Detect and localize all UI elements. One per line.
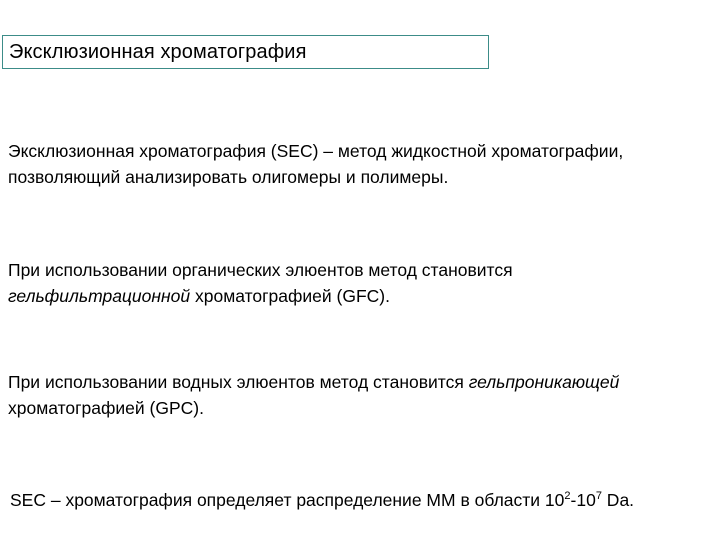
paragraph-text: При использовании водных элюентов метод становится [8, 372, 469, 392]
paragraph-sec-definition [8, 138, 623, 190]
exponent: 7 [595, 490, 602, 502]
exponent: 2 [564, 490, 571, 502]
paragraph-text: хроматографией (GFC). [190, 286, 390, 306]
paragraph-text: Da. [601, 490, 635, 510]
paragraph-line [8, 369, 619, 395]
paragraph-gfc [8, 257, 513, 309]
paragraph-line [8, 283, 513, 309]
paragraph-line: При использовании органических элюентов метод становится [8, 260, 513, 280]
paragraph-mw-range [10, 487, 634, 513]
paragraph-line: Эксклюзионная хроматография (SEC) – метод жидкостной хроматографии, [8, 141, 624, 161]
slide-title [2, 35, 489, 69]
slide-title-text: Эксклюзионная хроматография [9, 40, 307, 63]
paragraph-line: хроматографией (GPC). [8, 398, 204, 418]
paragraph-text: -10 [570, 490, 596, 510]
italic-term-gelpermeation: гельпроникающей [468, 372, 620, 392]
italic-term-gelfiltration: гельфильтрационной [8, 286, 191, 306]
paragraph-text: SEC – хроматография определяет распределение ММ в области 10 [10, 490, 565, 510]
paragraph-gpc [8, 369, 619, 421]
paragraph-line: позволяющий анализировать олигомеры и полимеры. [8, 167, 449, 187]
